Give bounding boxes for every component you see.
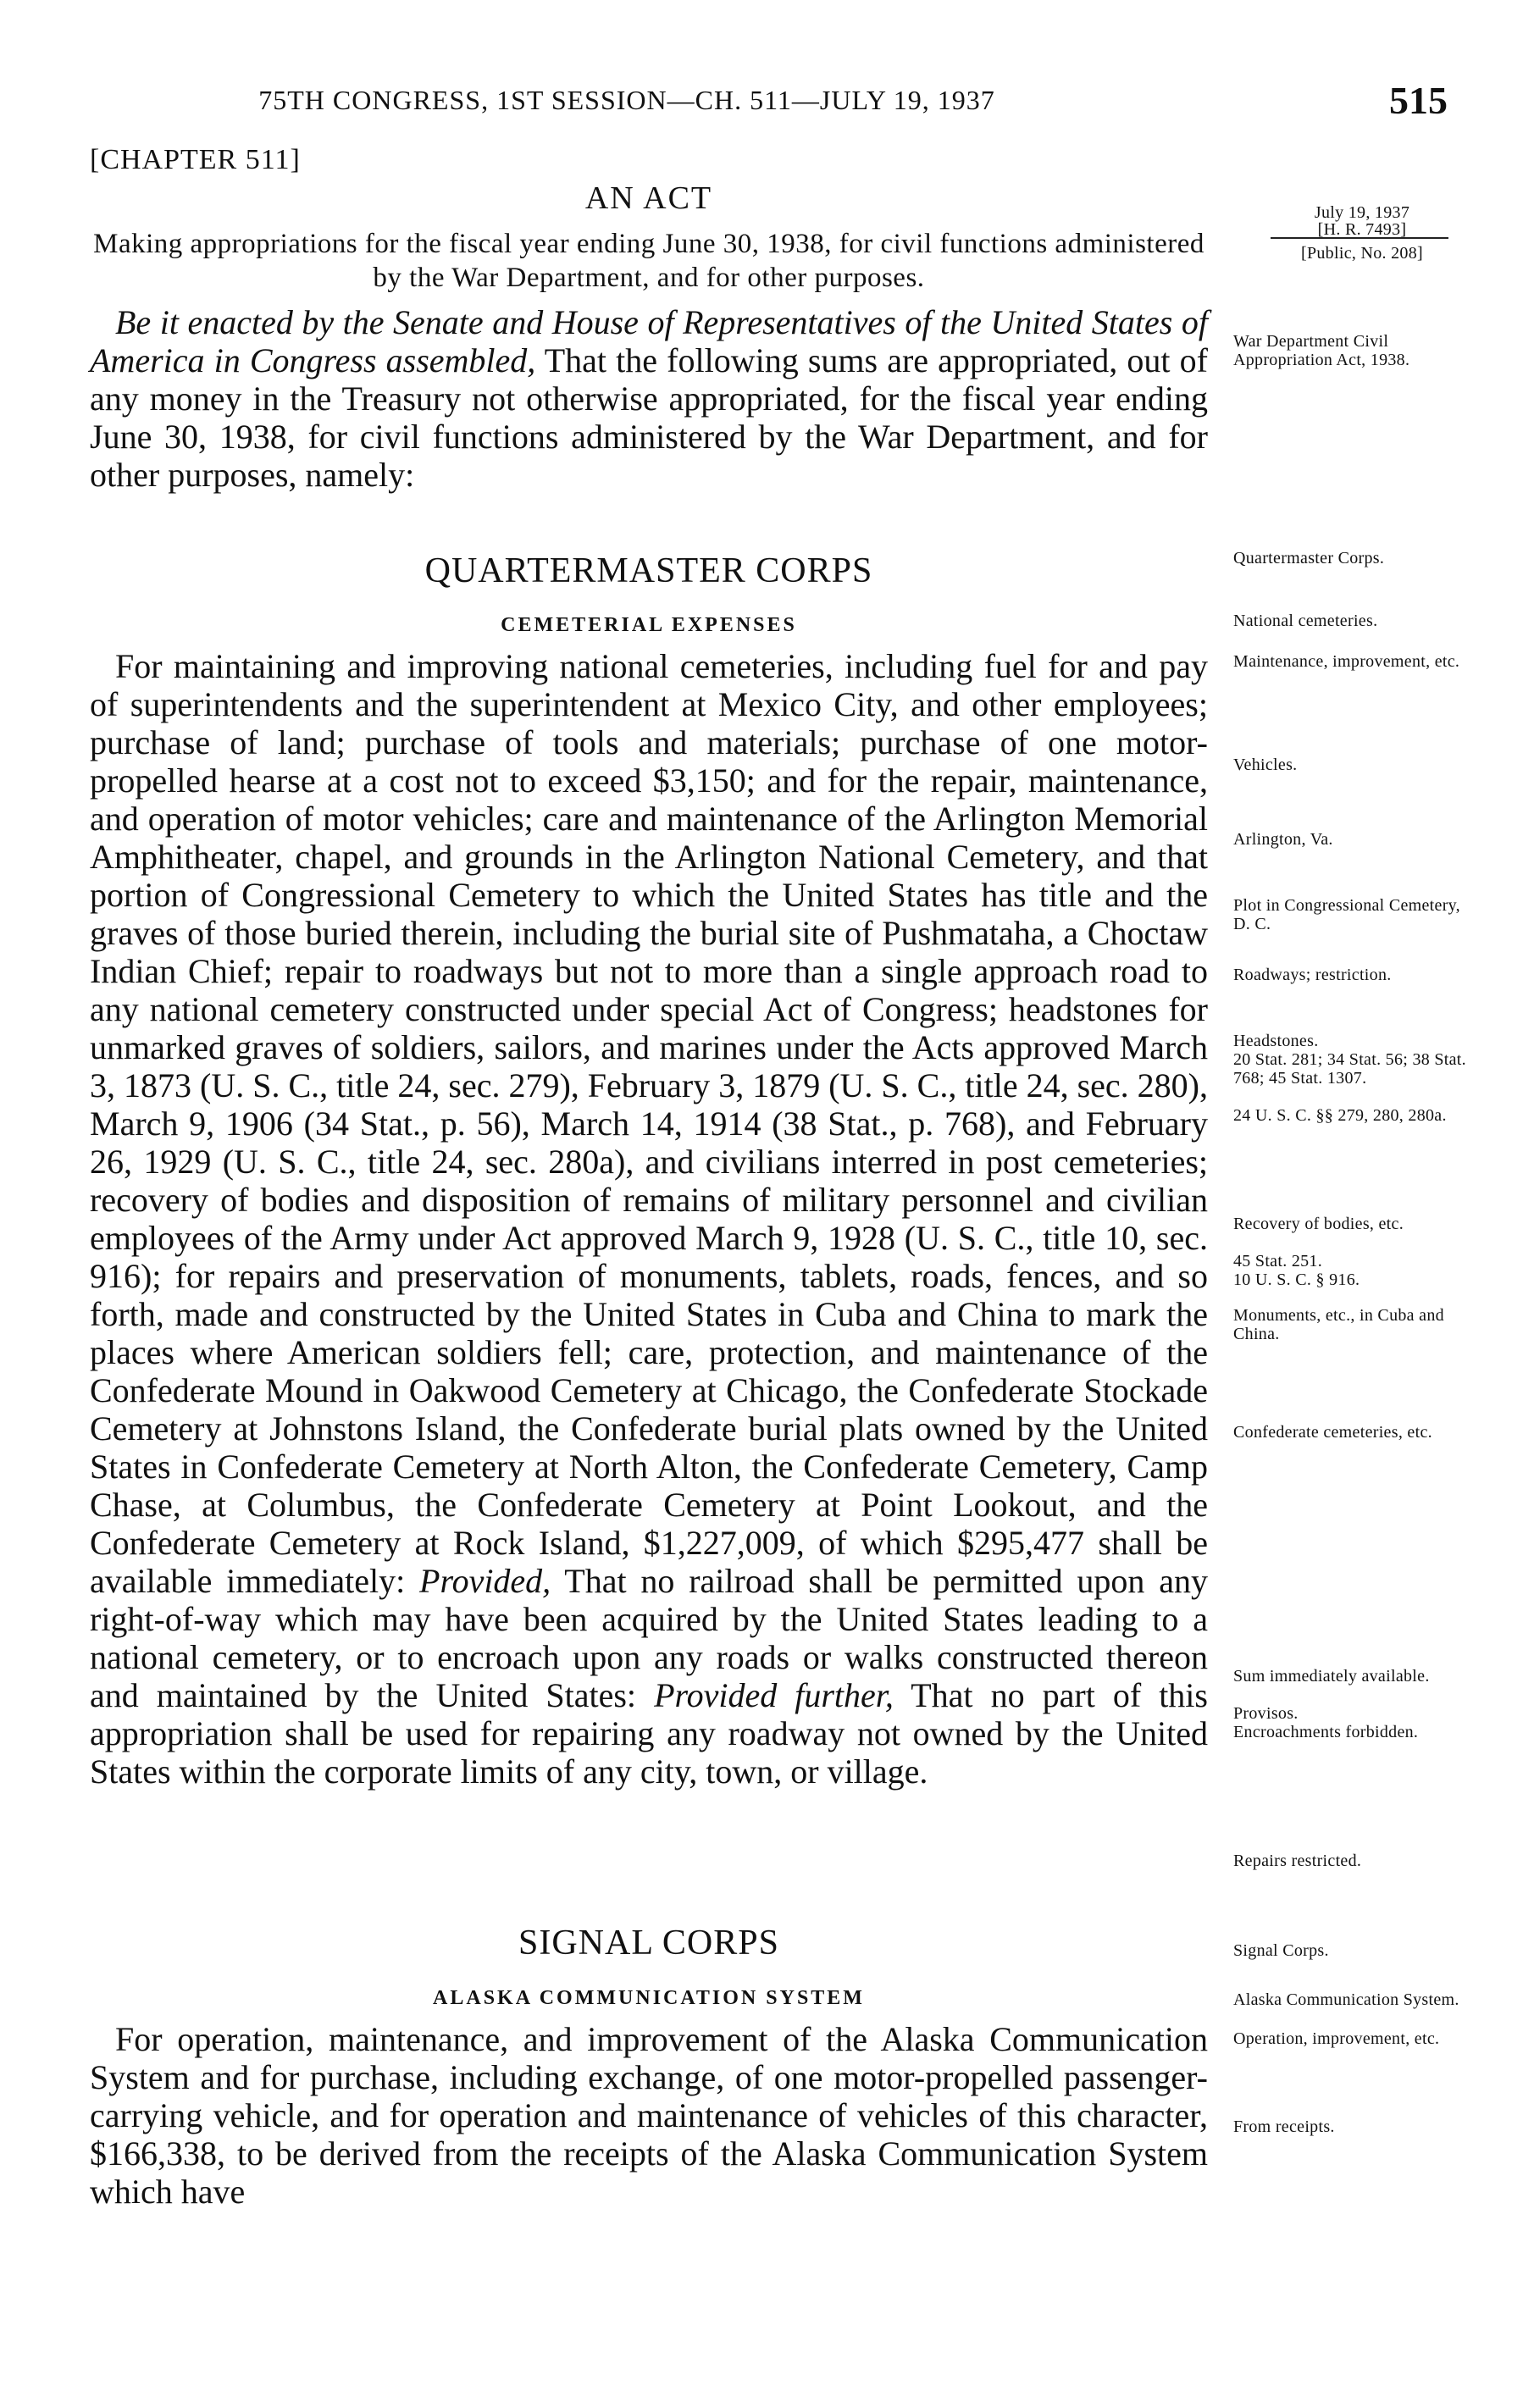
running-head: 75TH CONGRESS, 1ST SESSION—CH. 511—JULY 19, 1937 — [258, 85, 995, 115]
margin-recovery-usc: 10 U. S. C. § 916. — [1233, 1270, 1360, 1289]
margin-war-dept: War Department Civil Appropriation Act, 1938. — [1233, 332, 1410, 369]
margin-date: July 19, 1937 — [1314, 203, 1410, 222]
margin-arlington: Arlington, Va. — [1233, 830, 1333, 849]
cemeterial-expenses-paragraph — [90, 647, 1208, 1791]
chapter-label: [CHAPTER 511] — [90, 144, 301, 175]
cemeterial-text-2: That no railroad shall be permitted upon any right-of-way which may have been acquired by the United States leading to a national cemetery, or to encroach upon any roads or walks constructed thereon and maintained by the United States: — [90, 1562, 1208, 1714]
margin-provisos: Provisos. — [1233, 1704, 1299, 1723]
margin-vehicles: Vehicles. — [1233, 756, 1298, 774]
section-heading-signal: SIGNAL CORPS — [518, 1924, 779, 1962]
alaska-communication-paragraph — [90, 2020, 1208, 2211]
margin-headstones-usc: 24 U. S. C. §§ 279, 280, 280a. — [1233, 1106, 1447, 1125]
margin-maintenance: Maintenance, improvement, etc. — [1233, 652, 1460, 671]
margin-repairs: Repairs restricted. — [1233, 1852, 1362, 1870]
section-heading-quartermaster: QUARTERMASTER CORPS — [424, 551, 873, 590]
margin-operation: Operation, improvement, etc. — [1233, 2029, 1440, 2048]
margin-public: [Public, No. 208] — [1301, 244, 1423, 263]
proviso-2: Provided further, — [654, 1676, 894, 1714]
enacting-formula: Be it enacted by the Senate and House of Representatives of the United States of America in Congress assembled, — [90, 303, 1208, 379]
margin-recovery: Recovery of bodies, etc. — [1233, 1215, 1404, 1233]
margin-sum: Sum immediately available. — [1233, 1667, 1430, 1686]
margin-headstones: Headstones. — [1233, 1032, 1319, 1050]
margin-headstones-cite: 20 Stat. 281; 34 Stat. 56; 38 Stat. 768; 45 Stat. 1307. — [1233, 1050, 1466, 1088]
subheading-cemeterial: CEMETERIAL EXPENSES — [501, 614, 797, 636]
margin-signal-corps: Signal Corps. — [1233, 1941, 1329, 1960]
act-heading: AN ACT — [584, 180, 713, 216]
cemeterial-text-1: For maintaining and improving national cemeteries, including fuel for and pay of superintendents and the superintendent at Mexico City, and other employees; purchase of land; purchase of tools and materials; purchase of one motor-propelled hearse at a cost not to exceed $3,150; and for the repair, maintenance, and operation of motor vehicles; care and maintenance of the Arlington Memorial Amphitheater, chapel, and grounds in the Arlington National Cemetery, and that portion of Congressional Cemetery to which the United States has title and the graves of those buried therein, including the burial site of Pushmataha, a Choctaw Indian Chief; repair to roadways but not to more than a single approach road to any national cemetery constructed under special Act of Congress; headstones for unmarked graves of soldiers, sailors, and marines under the Acts approved March 3, 1873 (U. S. C., title 24, sec. 279), February 3, 1879 (U. S. C., title 24, sec. 280), March 9, 1906 (34 Stat., p. 56), March 14, 1914 (38 Stat., p. 768), and February 26, 1929 (U. S. C., title 24, sec. 280a), and civilians interred in post cemeteries; recovery of bodies and disposition of remains of military personnel and civilian employees of the Army under Act approved March 9, 1928 (U. S. C., title 10, sec. 916); for repairs and preservation of monuments, tablets, roads, fences, and so forth, made and constructed by the United States in Cuba and China to mark the places where American soldiers fell; care, protection, and maintenance of the Confederate Mound in Oakwood Cemetery at Chicago, the Confederate Stockade Cemetery at Johnstons Island, the Confederate burial plats owned by the United States in Confederate Cemetery at North Alton, the Confederate Cemetery, Camp Chase, at Columbus, the Confederate Cemetery at Point Lookout, and the Confederate Cemetery at Rock Island, $1,227,009, of which $295,477 shall be available immediately: — [90, 647, 1208, 1600]
margin-receipts: From receipts. — [1233, 2117, 1335, 2136]
margin-recovery-cite: 45 Stat. 251. — [1233, 1252, 1323, 1270]
subheading-alaska: ALASKA COMMUNICATION SYSTEM — [433, 1987, 865, 2009]
act-title: Making appropriations for the fiscal year ending June 30, 1938, for civil functions administered by the War Department, and for other purposes. — [93, 229, 1204, 293]
cemeterial-text-3: That no part of this appropriation shall be used for repairing any roadway not owned by the United States within the corporate limits of any city, town, or village. — [90, 1676, 1208, 1791]
margin-bill: [H. R. 7493] — [1317, 220, 1407, 239]
margin-qm-corps: Quartermaster Corps. — [1233, 549, 1385, 567]
margin-national-cemeteries: National cemeteries. — [1233, 612, 1378, 630]
margin-monuments: Monuments, etc., in Cuba and China. — [1233, 1306, 1444, 1343]
margin-rule — [1271, 237, 1448, 239]
margin-confederate: Confederate cemeteries, etc. — [1233, 1423, 1432, 1442]
enacting-text: That the following sums are appropriated, out of any money in the Treasury not otherwise appropriated, for the fiscal year ending June 30, 1938, for civil functions administered by the War Department, and for other purposes, namely: — [90, 341, 1208, 494]
margin-alaska: Alaska Communication System. — [1233, 1990, 1459, 2009]
margin-encroachments: Encroachments forbidden. — [1233, 1723, 1419, 1741]
proviso-1: Provided, — [419, 1562, 551, 1600]
margin-plot: Plot in Congressional Cemetery, D. C. — [1233, 896, 1460, 933]
alaska-text: For operation, maintenance, and improvement of the Alaska Communication System and for purchase, including exchange, of one motor-propelled passenger-carrying vehicle, and for operation and maintenance of vehicles of this character, $166,338, to be derived from the receipts of the Alaska Communication System which have — [90, 2020, 1208, 2211]
page-number: 515 — [1389, 79, 1448, 122]
margin-roadways: Roadways; restriction. — [1233, 966, 1392, 984]
enacting-clause — [90, 303, 1208, 494]
